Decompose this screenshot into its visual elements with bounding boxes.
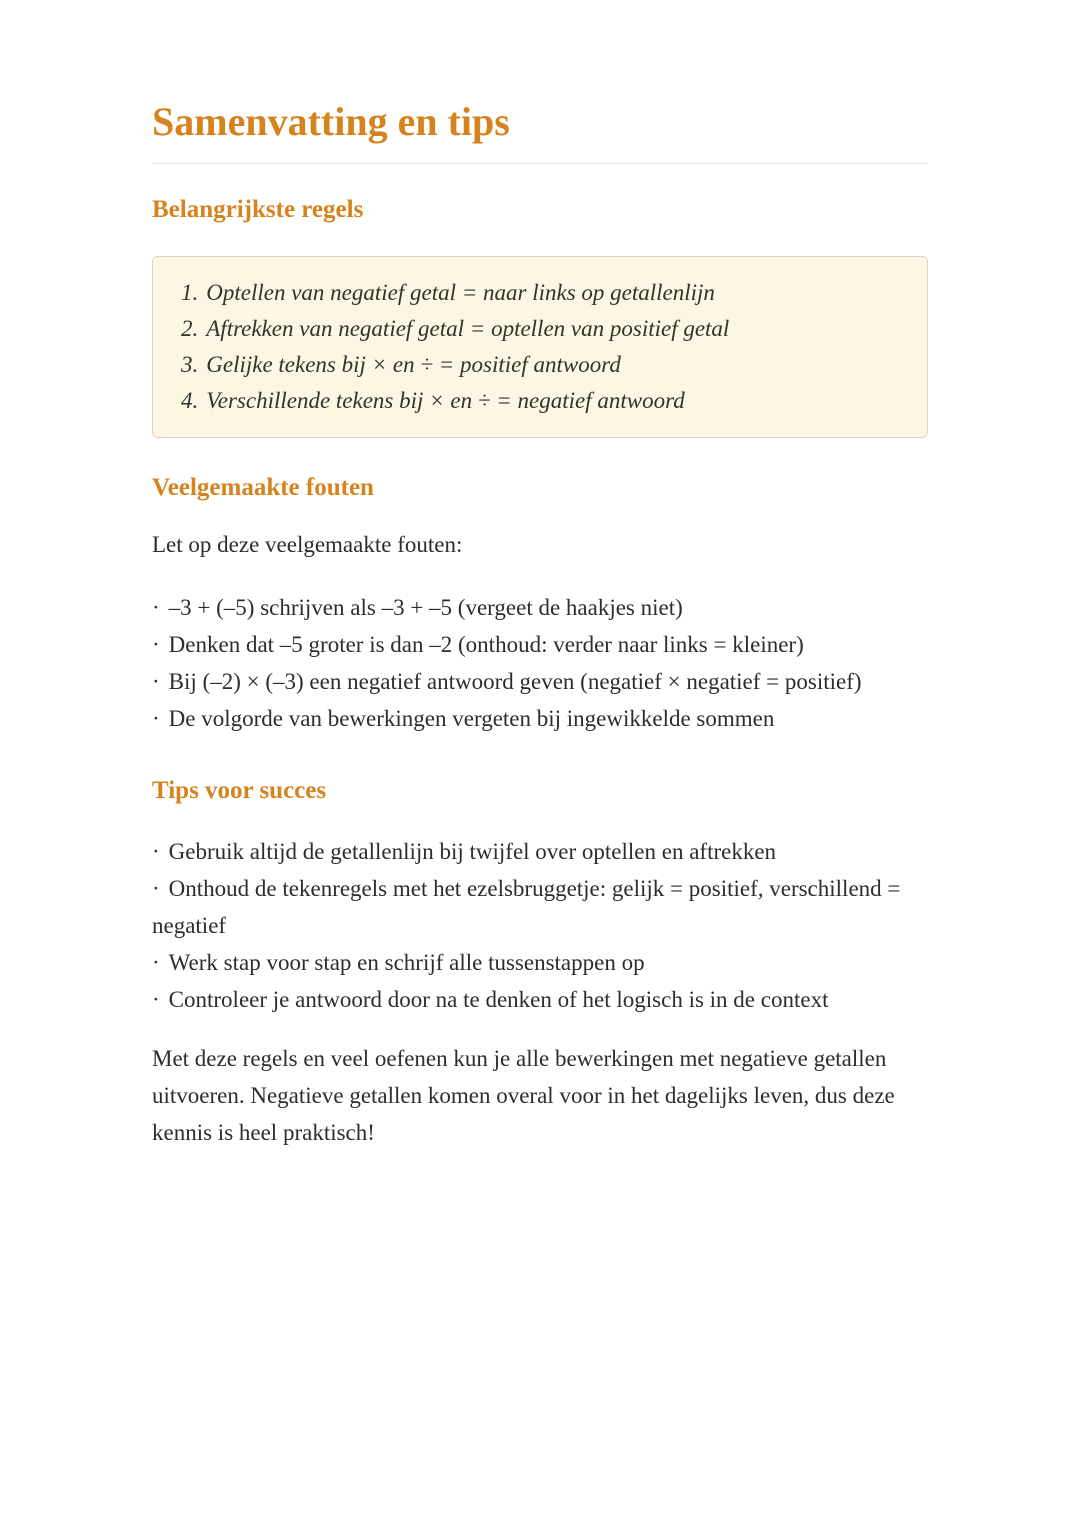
list-item (152, 870, 928, 944)
list-item-text: De volgorde van bewerkingen vergeten bij ingewikkelde sommen (168, 706, 775, 731)
list-item (152, 626, 928, 663)
rule-item-text: Verschillende tekens bij × en ÷ = negatief antwoord (206, 388, 685, 413)
list-item-text: Gebruik altijd de getallenlijn bij twijfel over optellen en aftrekken (168, 839, 777, 864)
bullet-icon: · (152, 839, 160, 864)
rule-item-number: 1. (181, 280, 199, 305)
section-heading-rules: Belangrijkste regels (152, 196, 364, 223)
rule-item (181, 383, 899, 419)
bullet-icon: · (152, 669, 160, 694)
list-item (152, 700, 928, 737)
list-item-text: Denken dat –5 groter is dan –2 (onthoud: verder naar links = kleiner) (168, 632, 804, 657)
list-item-text: Onthoud de tekenregels met het ezelsbruggetje: gelijk = positief, verschillend = negatief (152, 876, 901, 938)
list-item (152, 833, 928, 870)
list-item (152, 944, 928, 981)
rule-item-number: 2. (181, 316, 199, 341)
rule-item-text: Gelijke tekens bij × en ÷ = positief antwoord (206, 352, 621, 377)
section-heading-tips: Tips voor succes (152, 777, 327, 804)
list-item-text: –3 + (–5) schrijven als –3 + –5 (vergeet de haakjes niet) (168, 595, 683, 620)
closing-paragraph: Met deze regels en veel oefenen kun je alle bewerkingen met negatieve getallen uitvoeren. Negatieve getallen komen overal voor in het dagelijks leven, dus deze kennis is heel praktisch! (152, 1046, 895, 1145)
list-item (152, 663, 928, 700)
bullet-icon: · (152, 876, 160, 901)
rule-item-text: Optellen van negatief getal = naar links op getallenlijn (206, 280, 715, 305)
tips-list (152, 833, 928, 1018)
rule-item (181, 311, 899, 347)
page-title: Samenvatting en tips (152, 97, 928, 164)
mistakes-list (152, 589, 928, 737)
mistakes-intro: Let op deze veelgemaakte fouten: (152, 532, 463, 557)
bullet-icon: · (152, 595, 160, 620)
rules-summary-box (152, 256, 928, 438)
rule-item-text: Aftrekken van negatief getal = optellen van positief getal (206, 316, 730, 341)
bullet-icon: · (152, 632, 160, 657)
section-heading-mistakes: Veelgemaakte fouten (152, 474, 374, 501)
bullet-icon: · (152, 706, 160, 731)
list-item-text: Bij (–2) × (–3) een negatief antwoord geven (negatief × negatief = positief) (168, 669, 862, 694)
bullet-icon: · (152, 950, 160, 975)
rule-item-number: 3. (181, 352, 199, 377)
bullet-icon: · (152, 987, 160, 1012)
list-item-text: Werk stap voor stap en schrijf alle tussenstappen op (168, 950, 645, 975)
rule-item-number: 4. (181, 388, 199, 413)
list-item (152, 981, 928, 1018)
list-item-text: Controleer je antwoord door na te denken of het logisch is in de context (168, 987, 829, 1012)
list-item (152, 589, 928, 626)
rule-item (181, 275, 899, 311)
rule-item (181, 347, 899, 383)
